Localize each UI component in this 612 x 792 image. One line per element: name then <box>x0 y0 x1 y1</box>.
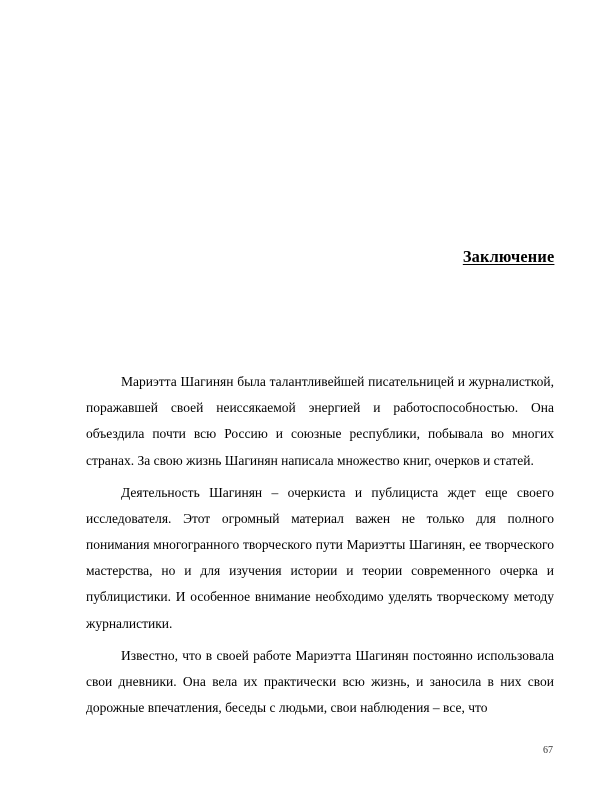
paragraph-2: Деятельность Шагинян – очеркиста и публициста ждет еще своего исследователя. Этот огромный материал важен не только для полного понимания многогранного творческого пути Мариэтты Шагинян, ее творческого мастерства, но и для изучения истории и теории современного очерка и публицистики. И особенное внимание необходимо уделять творческому методу журналистики. <box>86 484 554 631</box>
page-number: 67 <box>543 745 553 756</box>
section-heading: Заключение <box>462 247 554 266</box>
paragraph-1: Мариэтта Шагинян была талантливейшей писательницей и журналисткой, поражавшей своей неиссякаемой энергией и работоспособностью. Она объездила почти всю Россию и союзные республики, побывала во многих странах. За свою жизнь Шагинян написала множество книг, очерков и статей. <box>86 374 554 468</box>
paragraph-3: Известно, что в своей работе Мариэтта Шагинян постоянно использовала свои дневники. Она вела их практически всю жизнь, и заносила в них свои дорожные впечатления, беседы с людьми, свои наблюдения – все, что <box>86 647 554 716</box>
body-text <box>86 369 554 721</box>
